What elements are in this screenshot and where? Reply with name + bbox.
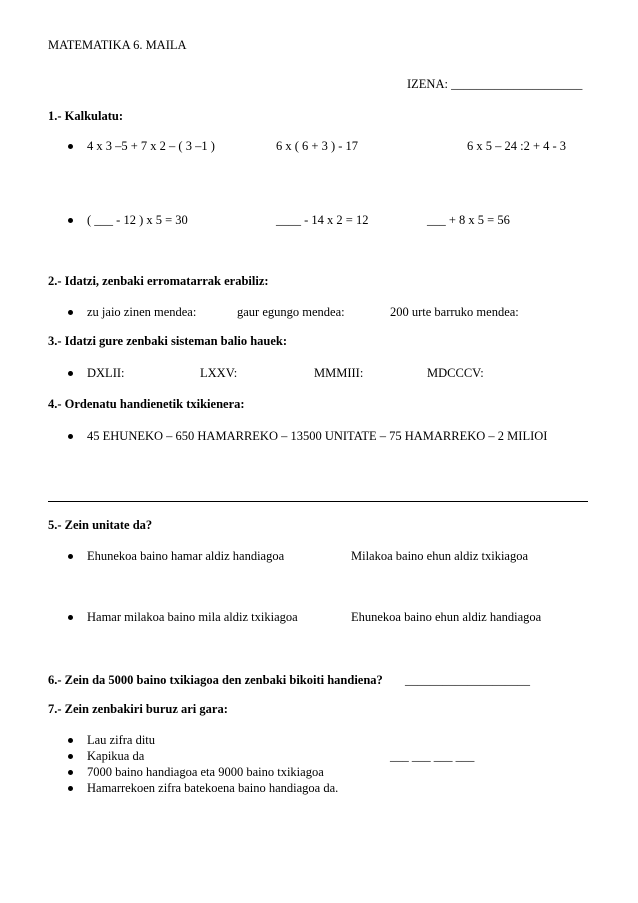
even-number-answer[interactable]: ____________________: [405, 673, 530, 687]
calc-item-2[interactable]: 6 x ( 6 + 3 ) - 17: [276, 139, 359, 153]
clue-item-3: 7000 baino handiagoa eta 9000 baino txikiagoa: [87, 765, 324, 779]
section-7-heading: 7.- Zein zenbakiri buruz ari gara:: [48, 702, 228, 716]
section-divider: [48, 501, 588, 502]
unit-item-2[interactable]: Milakoa baino ehun aldiz txikiagoa: [351, 549, 529, 563]
digit-blanks[interactable]: ___ ___ ___ ___: [390, 749, 475, 763]
clue-item-2: Kapikua da: [87, 749, 145, 763]
value-item-3[interactable]: MMMIII:: [314, 366, 364, 380]
section-1-heading: 1.- Kalkulatu:: [48, 109, 124, 123]
calc-item-1[interactable]: 4 x 3 –5 + 7 x 2 – ( 3 –1 ): [87, 139, 215, 153]
section-5-heading: 5.- Zein unitate da?: [48, 518, 153, 532]
value-item-2[interactable]: LXXV:: [200, 366, 238, 380]
section-3-heading: 3.- Idatzi gure zenbaki sisteman balio hauek:: [48, 334, 288, 348]
order-line[interactable]: 45 EHUNEKO – 650 HAMARREKO – 13500 UNITATE – 75 HAMARREKO – 2 MILIOI: [87, 429, 548, 443]
clue-item-4: Hamarrekoen zifra batekoena baino handiagoa da.: [87, 781, 339, 795]
unit-item-1[interactable]: Ehunekoa baino hamar aldiz handiagoa: [87, 549, 285, 563]
value-item-1[interactable]: DXLII:: [87, 366, 125, 380]
clue-item-1: Lau zifra ditu: [87, 733, 156, 747]
unit-item-3[interactable]: Hamar milakoa baino mila aldiz txikiagoa: [87, 610, 298, 624]
roman-item-2[interactable]: gaur egungo mendea:: [237, 305, 345, 319]
page-title: MATEMATIKA 6. MAILA: [48, 38, 187, 52]
section-2-heading: 2.- Idatzi, zenbaki erromatarrak erabiliz:: [48, 274, 269, 288]
section-6-heading: 6.- Zein da 5000 baino txikiagoa den zenbaki bikoiti handiena?: [48, 673, 383, 687]
calc-item-5[interactable]: ____ - 14 x 2 = 12: [276, 213, 369, 227]
roman-item-1[interactable]: zu jaio zinen mendea:: [87, 305, 197, 319]
calc-item-3[interactable]: 6 x 5 – 24 :2 + 4 - 3: [467, 139, 567, 153]
unit-item-4[interactable]: Ehunekoa baino ehun aldiz handiagoa: [351, 610, 542, 624]
calc-item-6[interactable]: ___ + 8 x 5 = 56: [427, 213, 510, 227]
calc-item-4[interactable]: ( ___ - 12 ) x 5 = 30: [87, 213, 188, 227]
section-4-heading: 4.- Ordenatu handienetik txikienera:: [48, 397, 245, 411]
value-item-4[interactable]: MDCCCV:: [427, 366, 484, 380]
name-field[interactable]: IZENA: _____________________: [407, 77, 583, 91]
roman-item-3[interactable]: 200 urte barruko mendea:: [390, 305, 519, 319]
